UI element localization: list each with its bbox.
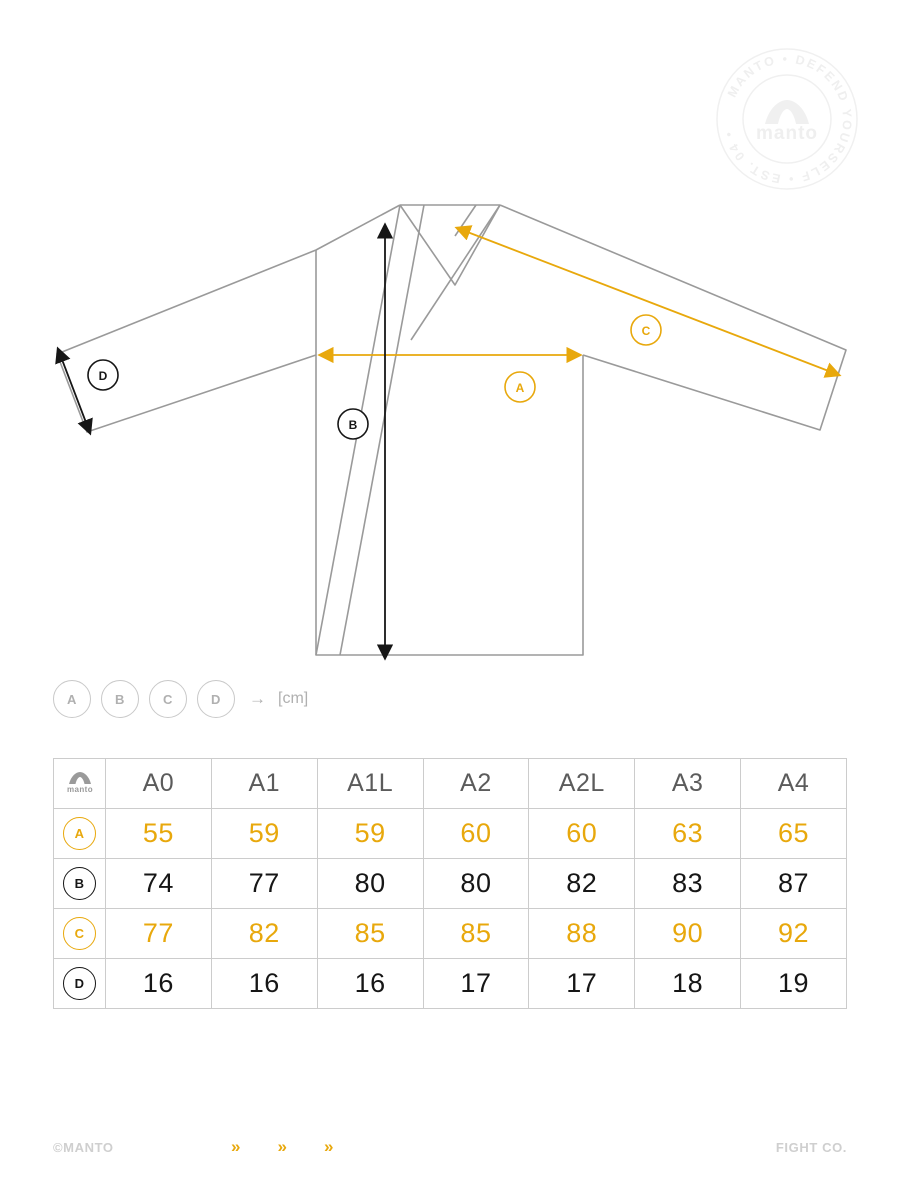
cell-a-a0: 55 bbox=[106, 809, 212, 859]
cell-d-a2: 17 bbox=[423, 959, 529, 1009]
column-header-a4: A4 bbox=[741, 759, 847, 809]
cell-a-a1: 59 bbox=[211, 809, 317, 859]
cell-c-a4: 92 bbox=[741, 909, 847, 959]
right-sleeve-outline bbox=[500, 205, 846, 430]
svg-text:manto: manto bbox=[756, 123, 818, 144]
legend-badge-b: B bbox=[101, 680, 139, 718]
svg-text:C: C bbox=[641, 324, 651, 338]
cell-d-a3: 18 bbox=[635, 959, 741, 1009]
column-header-a3: A3 bbox=[635, 759, 741, 809]
table-row bbox=[54, 959, 847, 1009]
cell-c-a2l: 88 bbox=[529, 909, 635, 959]
svg-text:B: B bbox=[348, 418, 358, 432]
column-header-a0: A0 bbox=[106, 759, 212, 809]
measure-badge-b bbox=[338, 409, 368, 439]
cell-d-a4: 19 bbox=[741, 959, 847, 1009]
cell-c-a1: 82 bbox=[211, 909, 317, 959]
footer bbox=[53, 1137, 847, 1162]
cell-a-a2: 60 bbox=[423, 809, 529, 859]
cell-c-a3: 90 bbox=[635, 909, 741, 959]
svg-text:D: D bbox=[98, 369, 108, 383]
column-header-a2: A2 bbox=[423, 759, 529, 809]
measure-line-c bbox=[457, 228, 839, 375]
cell-d-a0: 16 bbox=[106, 959, 212, 1009]
svg-text:A: A bbox=[515, 381, 525, 395]
svg-text:manto: manto bbox=[66, 785, 93, 794]
row-badge-a bbox=[54, 809, 106, 859]
legend-unit: [cm] bbox=[278, 690, 309, 707]
row-badge-b bbox=[54, 859, 106, 909]
column-header-a1: A1 bbox=[211, 759, 317, 809]
footer-copyright: ©MANTO bbox=[53, 1140, 114, 1155]
legend bbox=[53, 680, 308, 718]
cell-c-a0: 77 bbox=[106, 909, 212, 959]
chevron-right-icon: » bbox=[277, 1137, 284, 1156]
footer-chevrons bbox=[231, 1137, 330, 1157]
cell-c-a1l: 85 bbox=[317, 909, 423, 959]
footer-brand: FIGHT CO. bbox=[775, 1140, 847, 1155]
row-badge-d-label: D bbox=[63, 967, 96, 1000]
cell-a-a2l: 60 bbox=[529, 809, 635, 859]
cell-d-a1l: 16 bbox=[317, 959, 423, 1009]
cell-b-a4: 87 bbox=[741, 859, 847, 909]
left-sleeve-outline bbox=[57, 250, 316, 432]
table-row bbox=[54, 909, 847, 959]
row-badge-b-label: B bbox=[63, 867, 96, 900]
cell-a-a1l: 59 bbox=[317, 809, 423, 859]
row-badge-a-label: A bbox=[63, 817, 96, 850]
cell-d-a2l: 17 bbox=[529, 959, 635, 1009]
table-header-row bbox=[54, 759, 847, 809]
cell-d-a1: 16 bbox=[211, 959, 317, 1009]
row-badge-c bbox=[54, 909, 106, 959]
legend-arrow-icon: → bbox=[249, 689, 266, 708]
cell-c-a2: 85 bbox=[423, 909, 529, 959]
legend-badge-c: C bbox=[149, 680, 187, 718]
table-row bbox=[54, 859, 847, 909]
legend-badge-a: A bbox=[53, 680, 91, 718]
table-row bbox=[54, 809, 847, 859]
row-badge-d bbox=[54, 959, 106, 1009]
cell-a-a4: 65 bbox=[741, 809, 847, 859]
cell-b-a3: 83 bbox=[635, 859, 741, 909]
measure-badge-a bbox=[505, 372, 535, 402]
cell-b-a1: 77 bbox=[211, 859, 317, 909]
cell-b-a0: 74 bbox=[106, 859, 212, 909]
column-header-a2l: A2L bbox=[529, 759, 635, 809]
cell-b-a1l: 80 bbox=[317, 859, 423, 909]
size-chart-table bbox=[53, 758, 847, 1009]
gi-jacket-diagram bbox=[0, 150, 900, 690]
cell-a-a3: 63 bbox=[635, 809, 741, 859]
manto-logo-icon bbox=[54, 759, 106, 809]
measure-badge-d bbox=[88, 360, 118, 390]
legend-badge-d: D bbox=[197, 680, 235, 718]
measure-badge-c bbox=[631, 315, 661, 345]
cell-b-a2l: 82 bbox=[529, 859, 635, 909]
row-badge-c-label: C bbox=[63, 917, 96, 950]
svg-text:MANTO • DEFEND YOURSELF • EST.: MANTO • DEFEND YOURSELF • EST. 04 • bbox=[721, 51, 855, 187]
chevron-right-icon: » bbox=[231, 1137, 238, 1156]
measure-line-d bbox=[58, 349, 90, 433]
cell-b-a2: 80 bbox=[423, 859, 529, 909]
chevron-right-icon: » bbox=[323, 1137, 331, 1156]
jacket-body-outline bbox=[316, 355, 583, 655]
column-header-a1l: A1L bbox=[317, 759, 423, 809]
